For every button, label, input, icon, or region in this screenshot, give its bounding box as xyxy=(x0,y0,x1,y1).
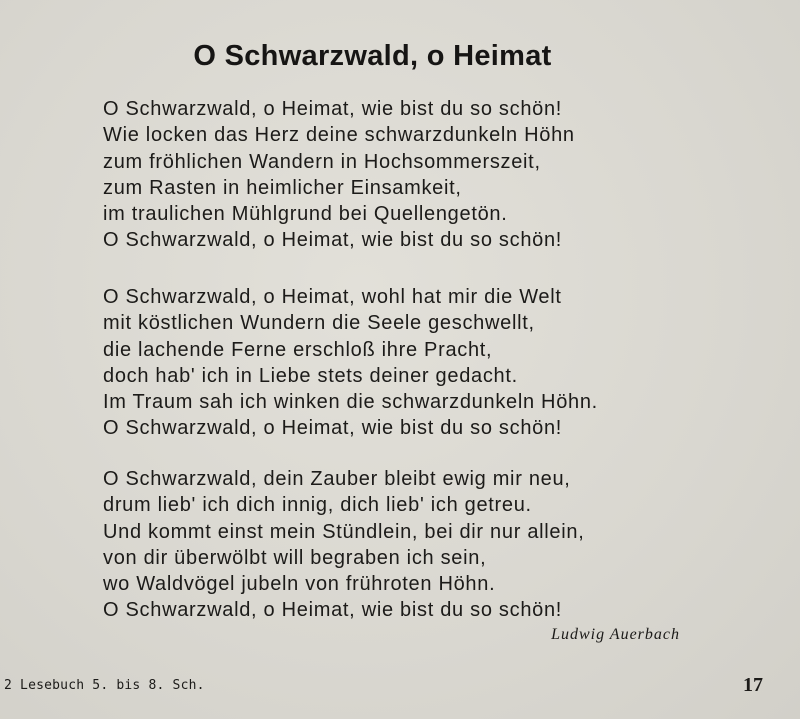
poem-line: zum Rasten in heimlicher Einsamkeit, xyxy=(103,176,462,199)
poem-line: die lachende Ferne erschloß ihre Pracht, xyxy=(103,338,493,361)
poem-line: Im Traum sah ich winken die schwarzdunkeln Höhn. xyxy=(103,391,598,414)
stanza-2 xyxy=(103,284,598,442)
poem-line: drum lieb' ich dich innig, dich lieb' ich getreu. xyxy=(103,494,532,517)
poem-line: O Schwarzwald, dein Zauber bleibt ewig mir neu, xyxy=(103,468,571,490)
poem-line: von dir überwölbt will begraben ich sein, xyxy=(103,546,487,569)
poem-line: Und kommt einst mein Stündlein, bei dir nur allein, xyxy=(103,520,585,543)
poem-line: mit köstlichen Wundern die Seele geschwellt, xyxy=(103,312,535,335)
poem-line: O Schwarzwald, o Heimat, wohl hat mir die Welt xyxy=(103,286,562,308)
stanza-1 xyxy=(103,96,575,254)
poem-author: Ludwig Auerbach xyxy=(551,626,680,643)
poem-title: O Schwarzwald, o Heimat xyxy=(193,40,552,72)
poem-line: O Schwarzwald, o Heimat, wie bist du so schön! xyxy=(103,417,563,440)
page-number: 17 xyxy=(743,674,763,696)
poem-line: doch hab' ich in Liebe stets deiner gedacht. xyxy=(103,364,518,387)
poem-line: O Schwarzwald, o Heimat, wie bist du so schön! xyxy=(103,98,563,120)
poem-line: O Schwarzwald, o Heimat, wie bist du so schön! xyxy=(103,599,563,622)
poem-line: im traulichen Mühlgrund bei Quellengetön. xyxy=(103,203,508,226)
poem-line: zum fröhlichen Wandern in Hochsommerszeit, xyxy=(103,150,541,173)
poem-line: Wie locken das Herz deine schwarzdunkeln Höhn xyxy=(103,124,575,147)
stanza-3 xyxy=(103,466,584,624)
footer-book-reference: 2 Lesebuch 5. bis 8. Sch. xyxy=(4,678,205,693)
poem-line: wo Waldvögel jubeln von frühroten Höhn. xyxy=(103,573,496,596)
poem-line: O Schwarzwald, o Heimat, wie bist du so schön! xyxy=(103,229,563,252)
